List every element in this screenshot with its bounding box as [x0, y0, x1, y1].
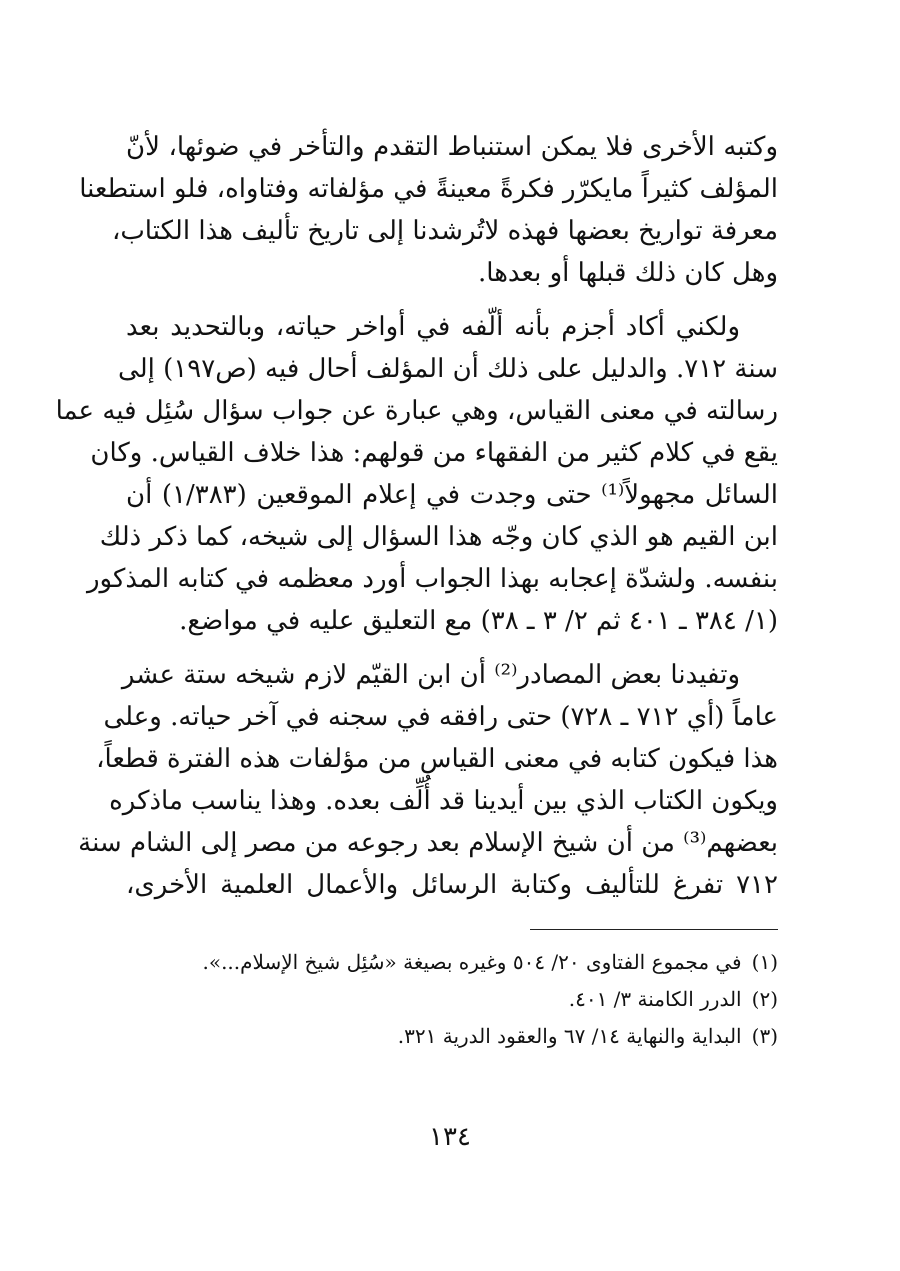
paragraph-2 [55, 306, 778, 642]
text-line: ٧١٢ تفرغ للتأليف وكتابة الرسائل والأعمال العلمية الأخرى، [126, 870, 778, 900]
text-line: يقع في كلام كثير من الفقهاء من قولهم: هذا خلاف القياس. وكان [90, 438, 778, 468]
paragraph-3 [78, 654, 778, 906]
footnote-2 [126, 981, 778, 1018]
text-line: بنفسه. ولشدّة إعجابه بهذا الجواب أورد معظمه في كتابه المذكور [86, 564, 778, 594]
text-line: ابن القيم هو الذي كان وجّه هذا السؤال إلى شيخه، كما ذكر ذلك [99, 522, 778, 552]
footnote-text: في مجموع الفتاوى ٢٠/ ٥٠٤ وغيره بصيغة «سُئِل شيخ الإسلام...». [202, 950, 742, 974]
text-line: وكتبه الأخرى فلا يمكن استنباط التقدم والتأخر في ضوئها، لأنّ [126, 132, 778, 162]
text-line: هذا فيكون كتابه في معنى القياس من مؤلفات هذه الفترة قطعاً، [96, 744, 778, 774]
text-line: سنة ٧١٢. والدليل على ذلك أن المؤلف أحال فيه (ص١٩٧) إلى [118, 354, 778, 384]
text-line: رسالته في معنى القياس، وهي عبارة عن جواب سؤال سُئِل فيه عما [55, 396, 778, 426]
text-line: المؤلف كثيراً مايكرّر فكرةً معينةً في مؤلفاته وفتاواه، فلو استطعنا [79, 174, 778, 204]
footnotes [126, 944, 778, 1055]
text-line: وتفيدنا بعض المصادر⁽²⁾ أن ابن القيّم لازم شيخه ستة عشر [121, 660, 740, 690]
text-line: ولكني أكاد أجزم بأنه ألّفه في أواخر حياته، وبالتحديد بعد [126, 312, 741, 342]
footnote-number: (١) [751, 950, 778, 974]
page-number: ١٣٤ [429, 1122, 471, 1152]
text-line: عاماً (أي ٧١٢ ـ ٧٢٨) حتى رافقه في سجنه في آخر حياته. وعلى [103, 702, 778, 732]
footnote-3 [126, 1018, 778, 1055]
text-line: (١/ ٣٨٤ ـ ٤٠١ ثم ٢/ ٣ ـ ٣٨) مع التعليق عليه في مواضع. [179, 606, 778, 636]
text-line: معرفة تواريخ بعضها فهذه لاتُرشدنا إلى تاريخ تأليف هذا الكتاب، [111, 216, 778, 246]
text-line: بعضهم⁽³⁾ من أن شيخ الإسلام بعد رجوعه من مصر إلى الشام سنة [78, 828, 778, 858]
footnote-number: (٣) [751, 1024, 778, 1048]
text-line: السائل مجهولاً⁽¹⁾ حتى وجدت في إعلام الموقعين (١/٣٨٣) أن [126, 480, 778, 510]
text-line: وهل كان ذلك قبلها أو بعدها. [478, 258, 778, 288]
main-text [55, 126, 778, 918]
footnote-text: الدرر الكامنة ٣/ ٤٠١. [568, 987, 742, 1011]
footnote-separator [530, 929, 778, 930]
paragraph-1 [79, 126, 778, 294]
text-line: ويكون الكتاب الذي بين أيدينا قد أُلِّف بعده. وهذا يناسب ماذكره [109, 786, 778, 816]
footnote-number: (٢) [751, 987, 778, 1011]
footnote-1 [126, 944, 778, 981]
footnote-text: البداية والنهاية ١٤/ ٦٧ والعقود الدرية ٣٢١. [397, 1024, 742, 1048]
